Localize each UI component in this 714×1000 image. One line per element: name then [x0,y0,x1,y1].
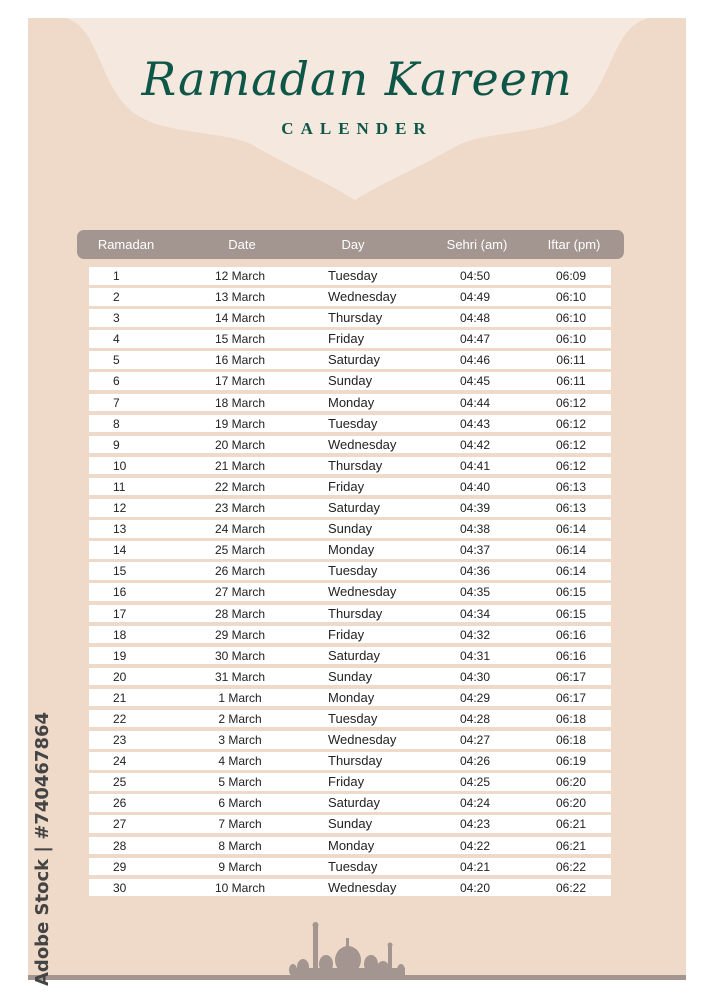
ramadan-day: 16 [113,585,127,600]
ramadan-day: 28 [113,838,127,853]
table-row [89,647,611,665]
iftar-time: 06:10 [555,311,587,326]
weekday: Wednesday [328,584,397,600]
table-row [89,499,611,517]
weekday: Tuesday [328,858,378,874]
weekday: Friday [328,626,365,642]
ramadan-day: 25 [113,775,127,790]
header-iftar: Iftar (pm) [547,237,601,252]
weekday: Saturday [328,352,381,368]
date: 23 March [214,501,266,516]
iftar-time: 06:15 [555,585,587,600]
date: 14 March [214,311,266,326]
table-row [89,605,611,623]
ramadan-day: 20 [113,669,127,684]
table-row [89,626,611,644]
poster-title: Ramadan Kareem [141,52,573,106]
table-row [89,288,611,306]
ramadan-day: 13 [113,522,127,537]
sehri-time: 04:47 [459,332,491,347]
date: 27 March [214,585,266,600]
sehri-time: 04:26 [459,754,491,769]
sehri-time: 04:34 [459,606,491,621]
date: 15 March [214,332,266,347]
sehri-time: 04:41 [459,458,491,473]
iftar-time: 06:17 [555,690,587,705]
weekday: Saturday [328,647,381,663]
iftar-time: 06:12 [555,458,587,473]
weekday: Monday [328,837,375,853]
date: 4 March [218,754,262,769]
ramadan-day: 22 [113,711,127,726]
sehri-time: 04:20 [459,880,491,895]
weekday: Wednesday [328,289,397,305]
iftar-time: 06:18 [555,733,587,748]
date: 30 March [214,648,266,663]
weekday: Friday [328,774,365,790]
iftar-time: 06:18 [555,711,587,726]
date: 17 March [214,374,266,389]
date: 6 March [218,796,262,811]
date: 21 March [214,458,266,473]
ramadan-day: 9 [113,437,120,452]
sehri-time: 04:36 [459,564,491,579]
table-row [89,583,611,601]
table-row [89,478,611,496]
iftar-time: 06:13 [555,479,587,494]
ramadan-day: 24 [113,754,127,769]
sehri-time: 04:30 [459,669,491,684]
header-ramadan: Ramadan [97,237,155,252]
iftar-time: 06:10 [555,332,587,347]
weekday: Sunday [328,373,373,389]
iftar-time: 06:16 [555,627,587,642]
ramadan-day: 3 [113,311,120,326]
sehri-time: 04:37 [459,543,491,558]
table-row [89,815,611,833]
sehri-time: 04:29 [459,690,491,705]
ramadan-day: 14 [113,543,127,558]
sehri-time: 04:21 [459,859,491,874]
iftar-time: 06:22 [555,880,587,895]
iftar-time: 06:14 [555,543,587,558]
ramadan-day: 1 [113,269,120,283]
iftar-time: 06:13 [555,501,587,516]
sehri-time: 04:35 [459,585,491,600]
weekday: Thursday [328,457,383,473]
iftar-time: 06:09 [555,269,587,283]
date: 29 March [214,627,266,642]
table-header [77,230,624,259]
sehri-time: 04:25 [459,775,491,790]
date: 13 March [214,290,266,305]
date: 28 March [214,606,266,621]
date: 2 March [218,711,262,726]
table-row [89,267,611,285]
weekday: Wednesday [328,732,397,748]
date: 5 March [218,775,262,790]
table-row [89,773,611,791]
iftar-time: 06:12 [555,416,587,431]
ramadan-day: 21 [113,690,127,705]
weekday: Tuesday [328,415,378,431]
weekday: Saturday [328,500,381,516]
sehri-time: 04:45 [459,374,491,389]
sehri-time: 04:49 [459,290,491,305]
sehri-time: 04:46 [459,353,491,368]
date: 22 March [214,479,266,494]
weekday: Sunday [328,816,373,832]
poster-subtitle: CALENDER [281,119,433,138]
ramadan-day: 30 [113,880,127,895]
date: 12 March [214,269,266,283]
table-row [89,415,611,433]
table-row [89,520,611,538]
iftar-time: 06:20 [555,796,587,811]
iftar-time: 06:14 [555,564,587,579]
iftar-time: 06:17 [555,669,587,684]
header-day: Day [341,237,365,252]
iftar-time: 06:11 [556,353,586,368]
weekday: Tuesday [328,563,378,579]
sehri-time: 04:40 [459,479,491,494]
date: 10 March [214,880,266,895]
header-sehri: Sehri (am) [446,237,508,252]
weekday: Friday [328,331,365,347]
table-row [89,689,611,707]
sehri-time: 04:50 [459,269,491,283]
ramadan-day: 11 [113,479,126,494]
sehri-time: 04:27 [459,733,491,748]
weekday: Tuesday [328,268,378,283]
table-row [89,752,611,770]
iftar-time: 06:12 [555,437,587,452]
sehri-time: 04:22 [459,838,491,853]
table-row [89,562,611,580]
table-row [89,351,611,369]
ramadan-day: 29 [113,859,127,874]
iftar-time: 06:22 [555,859,587,874]
weekday: Thursday [328,753,383,769]
ramadan-day: 17 [113,606,127,621]
date: 19 March [214,416,266,431]
sehri-time: 04:24 [459,796,491,811]
date: 9 March [218,859,262,874]
weekday: Monday [328,689,375,705]
iftar-time: 06:20 [555,775,587,790]
ramadan-day: 12 [113,501,127,516]
ramadan-day: 27 [113,817,127,832]
iftar-time: 06:19 [555,754,587,769]
table-row [89,668,611,686]
iftar-time: 06:12 [555,395,587,410]
date: 18 March [214,395,266,410]
ramadan-day: 10 [113,458,127,473]
ramadan-day: 19 [113,648,127,663]
sehri-time: 04:28 [459,711,491,726]
table-row [89,436,611,454]
sehri-time: 04:42 [459,437,491,452]
date: 25 March [214,543,266,558]
calendar-table-body [89,267,611,900]
sehri-time: 04:23 [459,817,491,832]
table-row [89,309,611,327]
table-row [89,710,611,728]
date: 16 March [214,353,266,368]
weekday: Wednesday [328,879,397,895]
table-row [89,837,611,855]
date: 1 March [218,690,262,705]
iftar-time: 06:15 [555,606,587,621]
table-row [89,879,611,897]
watermark-text: Adobe Stock | #740467864 [32,711,53,986]
date: 26 March [214,564,266,579]
weekday: Tuesday [328,710,378,726]
ramadan-day: 15 [113,564,127,579]
weekday: Saturday [328,795,381,811]
iftar-time: 06:16 [555,648,587,663]
weekday: Wednesday [328,436,397,452]
date: 7 March [218,817,262,832]
sehri-time: 04:48 [459,311,491,326]
iftar-time: 06:11 [556,374,586,389]
weekday: Sunday [328,521,373,537]
calendar-poster [28,18,686,980]
date: 3 March [218,733,262,748]
ramadan-day: 18 [113,627,127,642]
iftar-time: 06:10 [555,290,587,305]
table-row [89,731,611,749]
ramadan-day: 26 [113,796,127,811]
table-row [89,541,611,559]
table-row [89,330,611,348]
table-row [89,794,611,812]
watermark [4,711,53,990]
weekday: Monday [328,542,375,558]
ramadan-day: 6 [113,374,120,389]
bottom-bar [28,975,686,980]
weekday: Monday [328,394,375,410]
iftar-time: 06:14 [555,522,587,537]
weekday: Sunday [328,668,373,684]
ramadan-day: 2 [113,290,120,305]
ramadan-day: 5 [113,353,120,368]
mosque-icon [283,920,413,976]
sehri-time: 04:38 [459,522,491,537]
table-row [89,372,611,390]
date: 24 March [214,522,266,537]
weekday: Friday [328,478,365,494]
sehri-time: 04:32 [459,627,491,642]
sehri-time: 04:43 [459,416,491,431]
weekday: Thursday [328,605,383,621]
iftar-time: 06:21 [555,838,587,853]
ramadan-day: 23 [113,733,127,748]
header-date: Date [228,237,256,252]
date: 20 March [214,437,266,452]
sehri-time: 04:39 [459,501,491,516]
sehri-time: 04:44 [459,395,491,410]
ramadan-day: 7 [113,395,120,410]
date: 31 March [214,669,266,684]
table-row [89,858,611,876]
weekday: Thursday [328,310,383,326]
ramadan-day: 4 [113,332,120,347]
table-row [89,394,611,412]
table-row [89,457,611,475]
iftar-time: 06:21 [555,817,587,832]
date: 8 March [218,838,262,853]
sehri-time: 04:31 [459,648,491,663]
ramadan-day: 8 [113,416,120,431]
